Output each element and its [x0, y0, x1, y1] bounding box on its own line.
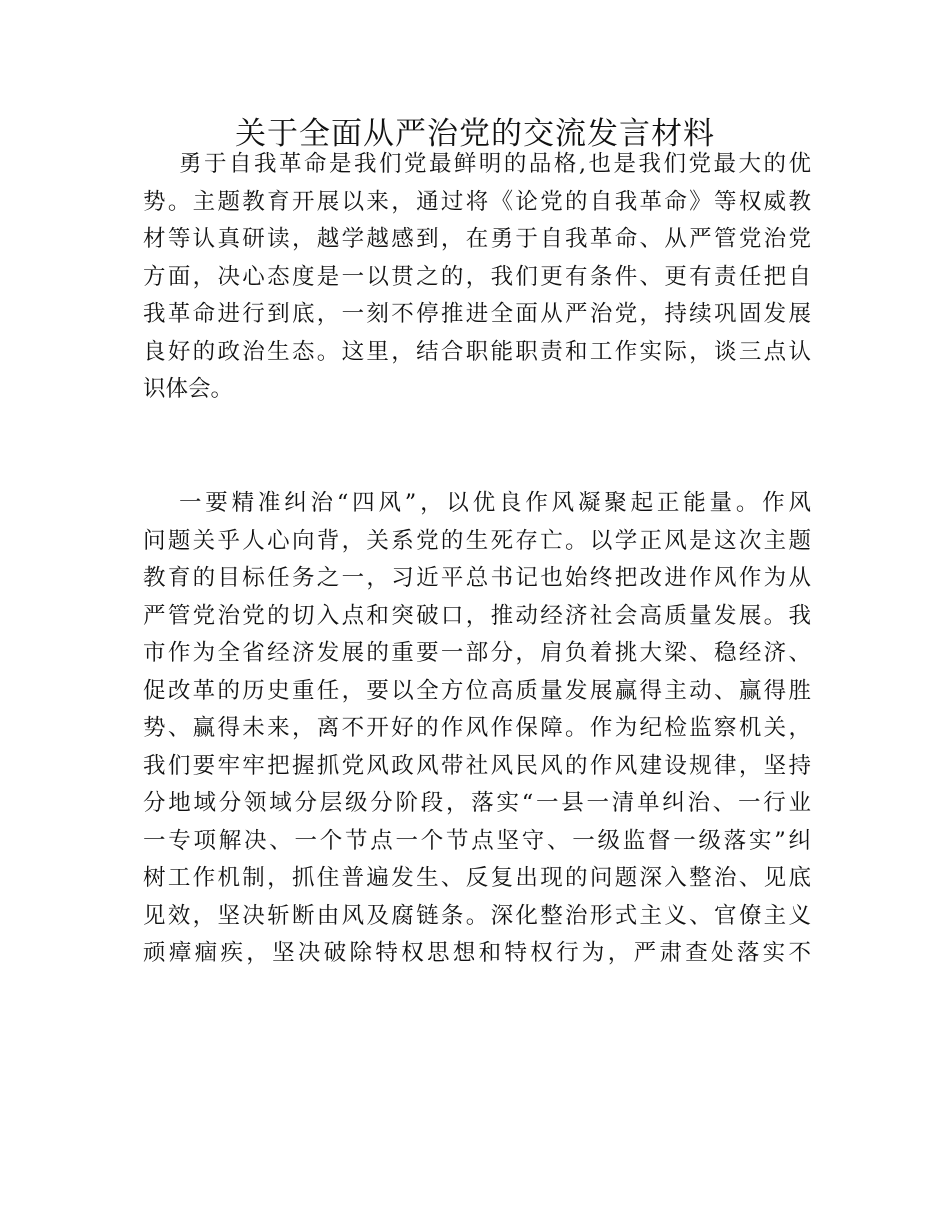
paragraph-line: 严管党治党的切入点和突破口，推动经济社会高质量发展。我 [143, 602, 811, 629]
paragraph-line: 势、赢得未来，离不开好的作风作保障。作为纪检监察机关， [143, 715, 811, 741]
paragraph-line: 勇于自我革命是我们党最鲜明的品格,也是我们党最大的优 [179, 151, 811, 177]
paragraph-line: 分地域分领域分层级分阶段，落实“一县一清单纠治、一行业 [143, 790, 811, 816]
paragraph-2 [143, 485, 811, 973]
paragraph-line: 见效，坚决斩断由风及腐链条。深化整治形式主义、官僚主义 [143, 902, 811, 929]
paragraph-line: 一要精准纠治“四风”，以优良作风凝聚起正能量。作风 [179, 490, 811, 516]
paragraph-line: 方面，决心态度是一以贯之的，我们更有条件、更有责任把自 [143, 263, 811, 290]
paragraph-line: 问题关乎人心向背，关系党的生死存亡。以学正风是这次主题 [143, 527, 811, 554]
paragraph-line: 我们要牢牢把握抓党风政风带社风民风的作风建设规律，坚持 [143, 752, 811, 779]
paragraph-line: 我革命进行到底，一刻不停推进全面从严治党，持续巩固发展 [143, 301, 811, 327]
paragraph-line: 市作为全省经济发展的重要一部分，肩负着挑大梁、稳经济、 [143, 640, 811, 666]
paragraph-line: 材等认真研读，越学越感到，在勇于自我革命、从严管党治党 [143, 226, 811, 252]
paragraph-line: 良好的政治生态。这里，结合职能职责和工作实际，谈三点认 [143, 338, 811, 365]
paragraph-line: 教育的目标任务之一，习近平总书记也始终把改进作风作为从 [143, 565, 811, 591]
paragraph-line: 势。主题教育开展以来，通过将《论党的自我革命》等权威教 [143, 188, 811, 215]
paragraph-1 [143, 146, 811, 409]
document-title: 关于全面从严治党的交流发言材料 [235, 116, 715, 152]
paragraph-line: 识体会。 [143, 376, 234, 402]
paragraph-line: 顽瘴痼疾，坚决破除特权思想和特权行为，严肃查处落实不 [143, 940, 811, 966]
paragraph-line: 树工作机制，抓住普遍发生、反复出现的问题深入整治、见底 [143, 865, 811, 891]
paragraph-line: 促改革的历史重任，要以全方位高质量发展赢得主动、赢得胜 [143, 677, 811, 704]
paragraph-line: 一专项解决、一个节点一个节点坚守、一级监督一级落实”纠 [143, 827, 811, 854]
